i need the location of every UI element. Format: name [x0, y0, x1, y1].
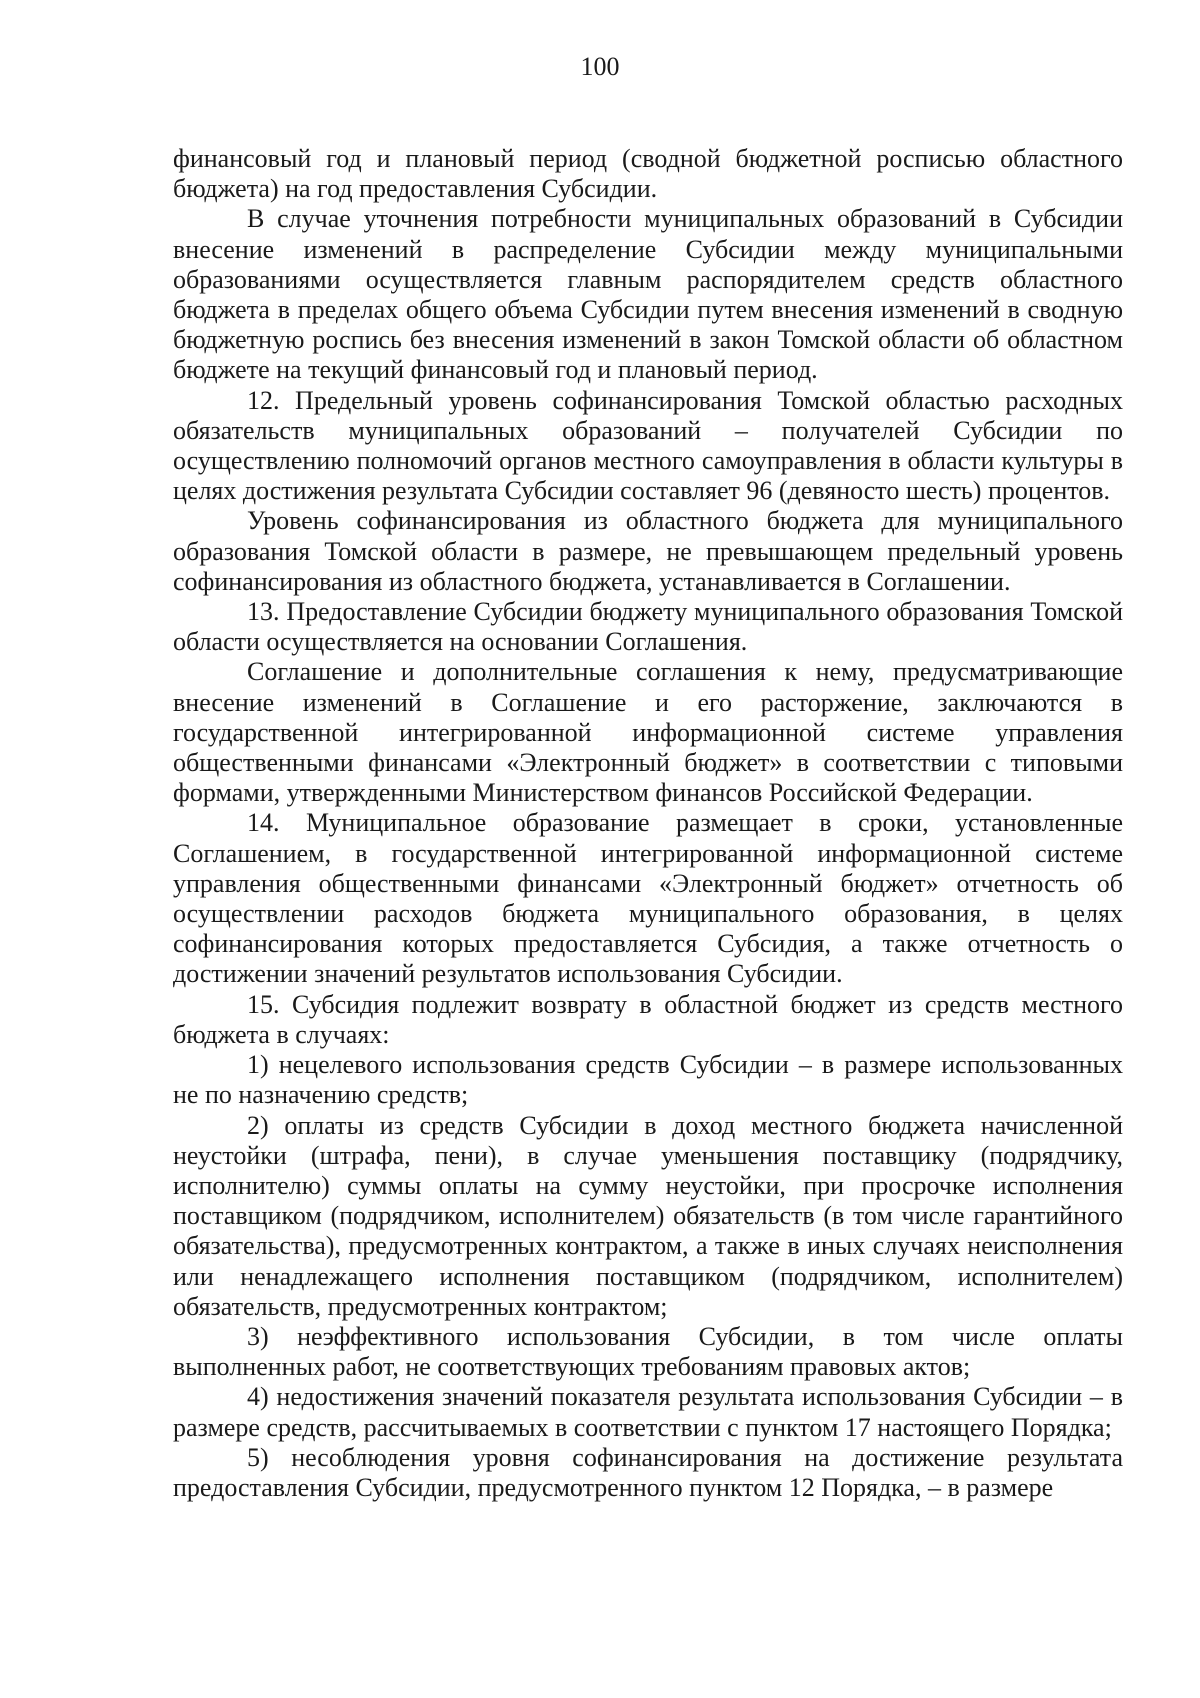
- paragraph-subitem-1: 1) нецелевого использования средств Субсидии – в размере использованных не по назначению средств;: [173, 1050, 1123, 1110]
- paragraph-subitem-5: 5) несоблюдения уровня софинансирования на достижение результата предоставления Субсидии, предусмотренного пунктом 12 Порядка, – в размере: [173, 1442, 1123, 1502]
- paragraph-agreement: Соглашение и дополнительные соглашения к нему, предусматривающие внесение изменений в Соглашение и его расторжение, заключаются в государственной интегрированной информационной системе управления общественными финансами «Электронный бюджет» в соответствии с типовыми формами, утвержденными Министерством финансов Российской Федерации.: [173, 657, 1123, 808]
- paragraph-continuation: финансовый год и плановый период (сводной бюджетной росписью областного бюджета) на год предоставления Субсидии.: [173, 144, 1123, 204]
- paragraph-item-15: 15. Субсидия подлежит возврату в областной бюджет из средств местного бюджета в случаях:: [173, 989, 1123, 1049]
- paragraph-subitem-3: 3) неэффективного использования Субсидии, в том числе оплаты выполненных работ, не соответствующих требованиям правовых актов;: [173, 1321, 1123, 1382]
- paragraph-subitem-2: 2) оплаты из средств Субсидии в доход местного бюджета начисленной неустойки (штрафа, пени), в случае уменьшения поставщику (подрядчику, исполнителю) суммы оплаты на сумму неустойки, при просрочке исполнения поставщиком (подрядчиком, исполнителем) обязательств (в том числе гарантийного обязательства), предусмотренных контрактом, а также в иных случаях неисполнения или ненадлежащего исполнения поставщиком (подрядчиком, исполнителем) обязательств, предусмотренных контрактом;: [173, 1110, 1123, 1321]
- paragraph-subitem-4: 4) недостижения значений показателя результата использования Субсидии – в размере средств, рассчитываемых в соответствии с пунктом 17 настоящего Порядка;: [173, 1382, 1123, 1442]
- paragraph-cofinancing-level: Уровень софинансирования из областного бюджета для муниципального образования Томской области в размере, не превышающем предельный уровень софинансирования из областного бюджета, устанавливается в Соглашении.: [173, 506, 1123, 596]
- paragraph-item-14: 14. Муниципальное образование размещает в сроки, установленные Соглашением, в государственной интегрированной информационной системе управления общественными финансами «Электронный бюджет» отчетность об осуществлении расходов бюджета муниципального образования, в целях софинансирования которых предоставляется Субсидия, а также отчетность о достижении значений результатов использования Субсидии.: [173, 808, 1123, 989]
- paragraph-item-13: 13. Предоставление Субсидии бюджету муниципального образования Томской области осуществляется на основании Соглашения.: [173, 597, 1123, 657]
- paragraph-refinement-of-needs: В случае уточнения потребности муниципальных образований в Субсидии внесение изменений в распределение Субсидии между муниципальными образованиями осуществляется главным распорядителем средств областного бюджета в пределах общего объема Субсидии путем внесения изменений в сводную бюджетную роспись без внесения изменений в закон Томской области об областном бюджете на текущий финансовый год и плановый период.: [173, 204, 1123, 385]
- document-body: [173, 144, 1123, 1503]
- page-number: 100: [580, 52, 620, 81]
- paragraph-item-12: 12. Предельный уровень софинансирования Томской областью расходных обязательств муниципальных образований – получателей Субсидии по осуществлению полномочий органов местного самоуправления в области культуры в целях достижения результата Субсидии составляет 96 (девяносто шесть) процентов.: [173, 385, 1123, 506]
